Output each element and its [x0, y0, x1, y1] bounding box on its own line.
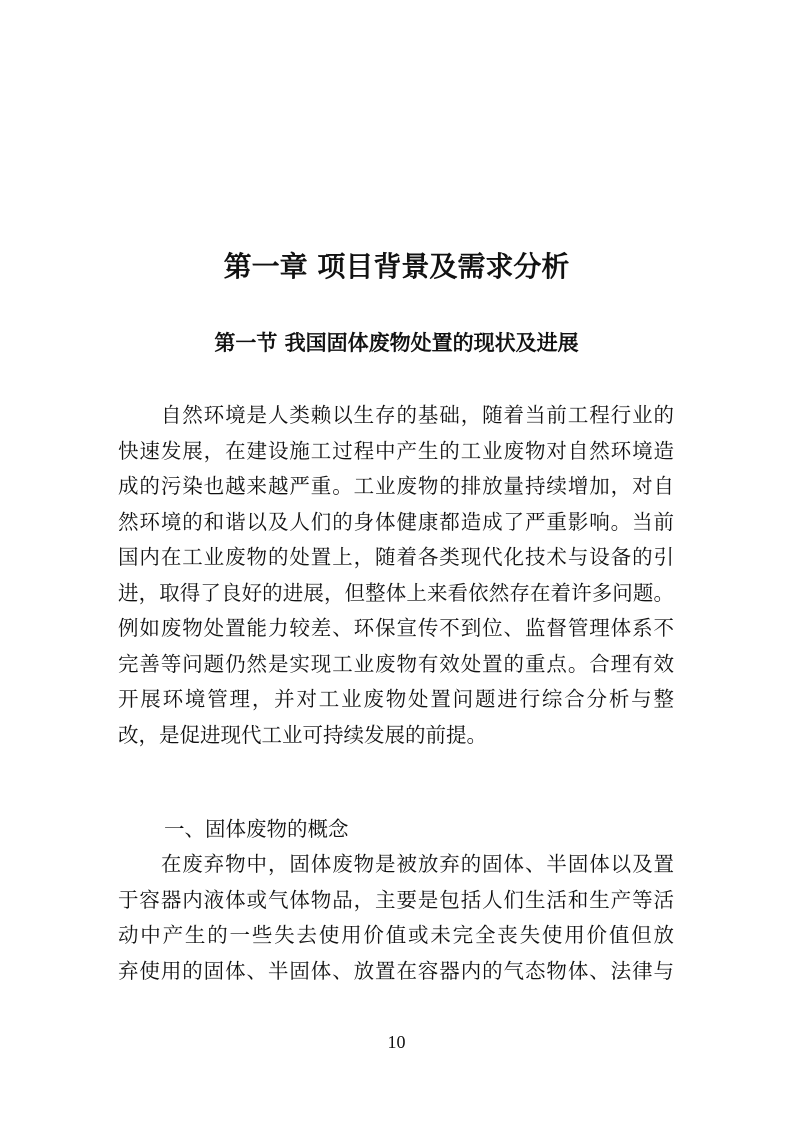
- paragraph-line: 例如废物处置能力较差、环保宣传不到位、监督管理体系不: [118, 616, 674, 640]
- chapter-title: 第一章 项目背景及需求分析: [223, 250, 570, 283]
- paragraph-line: 在废弃物中，固体废物是被放弃的固体、半固体以及置: [118, 852, 674, 876]
- paragraph-line: 弃使用的固体、半固体、放置在容器内的气态物体、法律与: [118, 958, 674, 983]
- paragraph-line: 自然环境是人类赖以生存的基础，随着当前工程行业的: [118, 403, 674, 427]
- paragraph-line: 改，是促进现代工业可持续发展的前提。: [118, 722, 487, 747]
- paragraph-line: 开展环境管理，并对工业废物处置问题进行综合分析与整: [118, 687, 674, 711]
- paragraph-line: 然环境的和谐以及人们的身体健康都造成了严重影响。当前: [118, 509, 674, 534]
- paragraph-line: 快速发展，在建设施工过程中产生的工业废物对自然环境造: [118, 438, 674, 463]
- paragraph-line: 动中产生的一些失去使用价值或未完全丧失使用价值但放: [118, 923, 674, 947]
- paragraph-line: 国内在工业废物的处置上，随着各类现代化技术与设备的引: [118, 545, 674, 569]
- paragraph-line: 于容器内液体或气体物品，主要是包括人们生活和生产等活: [118, 887, 674, 912]
- page-number: 10: [387, 1032, 406, 1052]
- body-paragraph-intro: [118, 398, 674, 753]
- paragraph-line: 进，取得了良好的进展，但整体上来看依然存在着许多问题。: [118, 580, 674, 605]
- paragraph-line: 成的污染也越来越严重。工业废物的排放量持续增加，对自: [118, 474, 674, 498]
- body-paragraph-concept: [118, 847, 674, 989]
- subsection-heading: 一、固体废物的概念: [164, 817, 349, 841]
- section-title: 第一节 我国固体废物处置的现状及进展: [214, 331, 579, 355]
- paragraph-line: 完善等问题仍然是实现工业废物有效处置的重点。合理有效: [118, 651, 674, 676]
